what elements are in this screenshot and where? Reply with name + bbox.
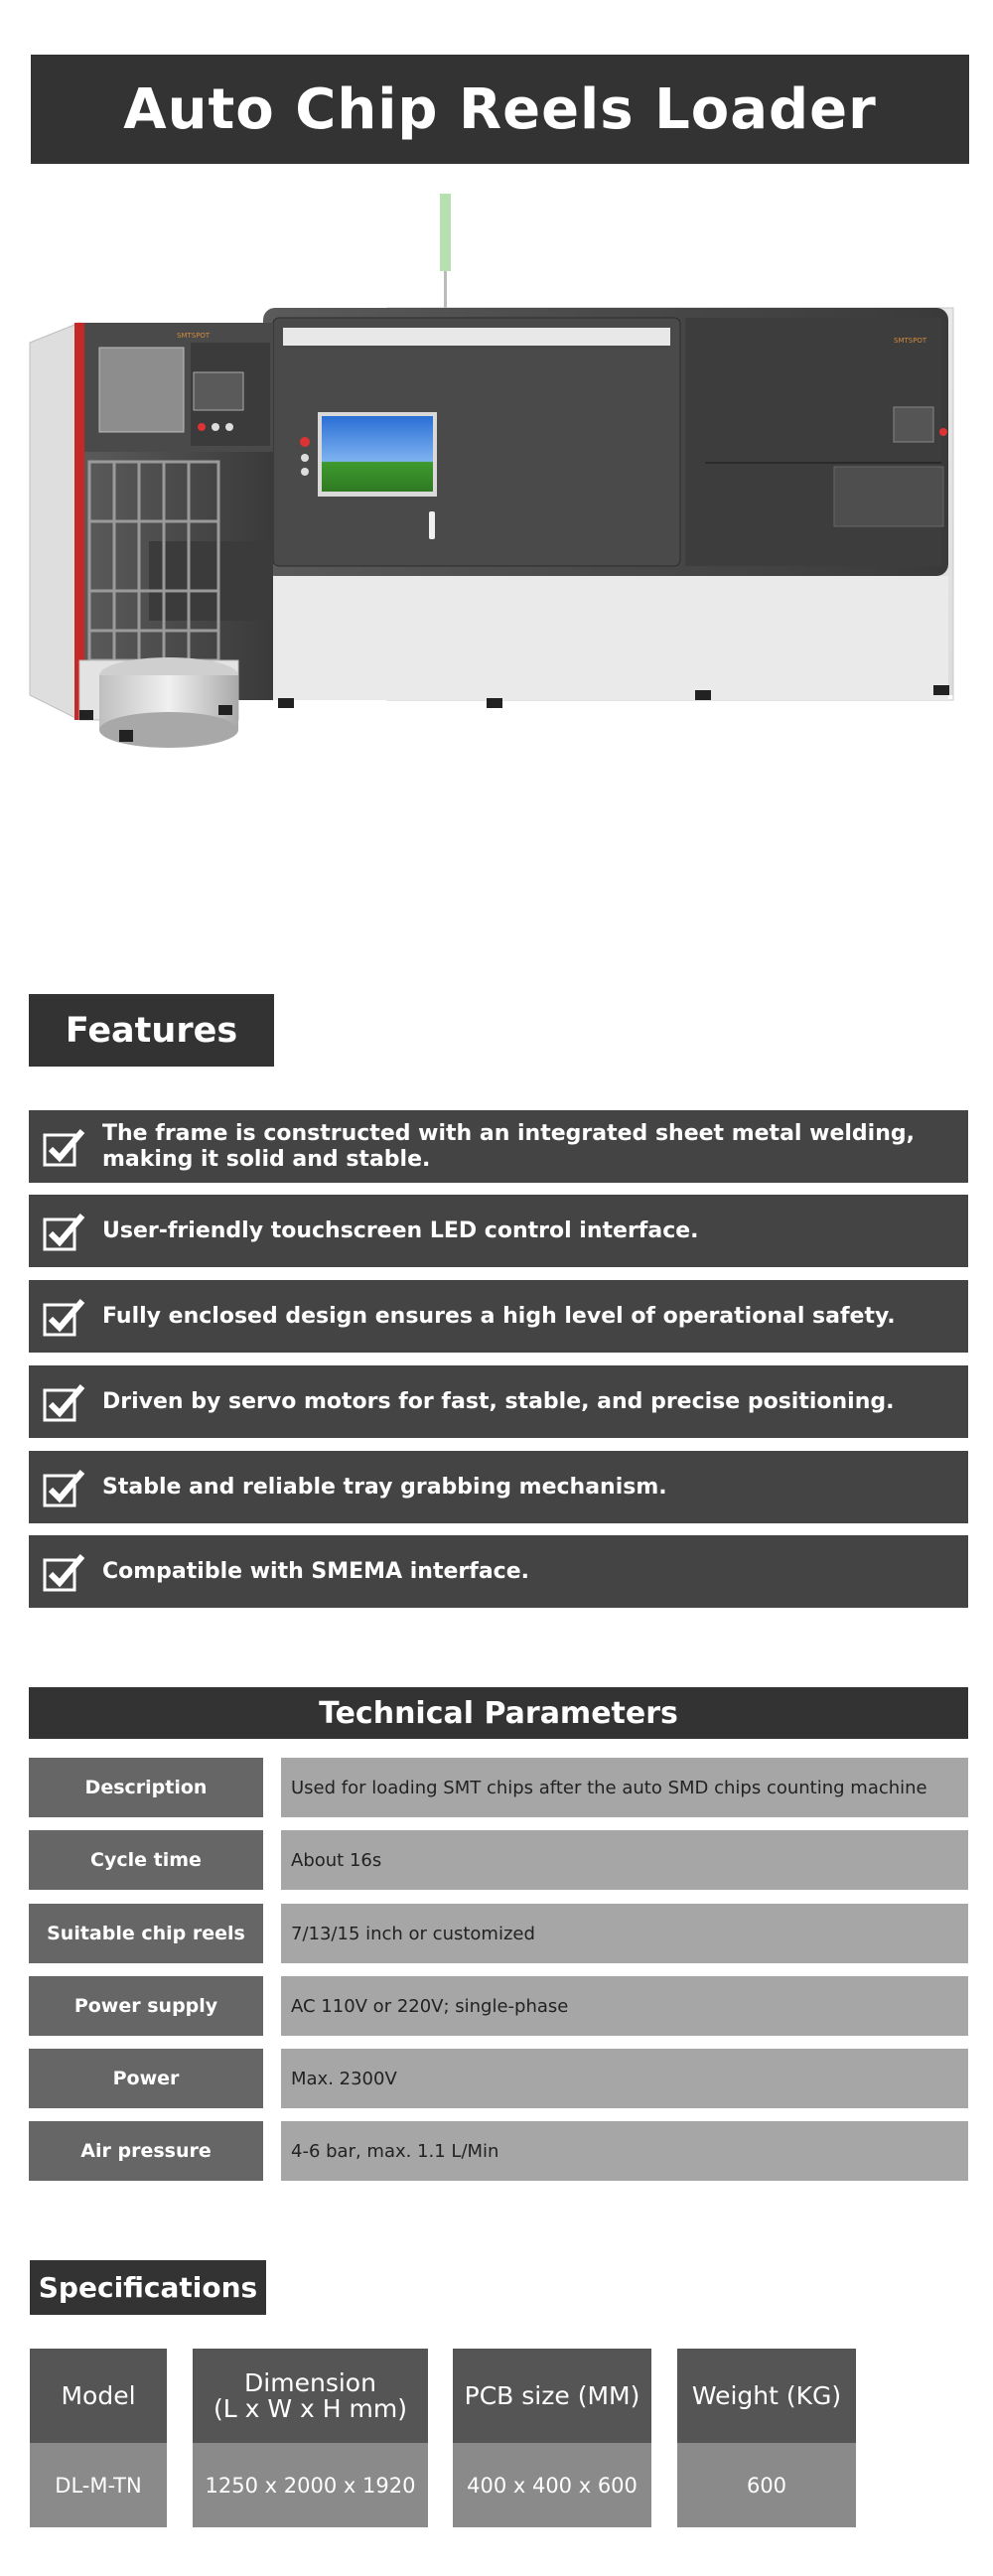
feature-item <box>29 1365 968 1438</box>
check-icon <box>43 1382 86 1422</box>
feature-text: Driven by servo motors for fast, stable, and precise positioning. <box>102 1388 895 1414</box>
check-icon <box>43 1297 86 1337</box>
param-label: Power supply <box>29 1976 263 2036</box>
feature-text: Stable and reliable tray grabbing mechanism. <box>102 1474 667 1500</box>
param-value: Used for loading SMT chips after the auto SMD chips counting machine <box>281 1758 968 1817</box>
machine-illustration <box>20 194 973 933</box>
feature-item <box>29 1280 968 1353</box>
technical-parameters-heading: Technical Parameters <box>29 1687 968 1739</box>
param-value: Max. 2300V <box>281 2049 968 2108</box>
spec-header <box>193 2349 428 2443</box>
feature-text: Compatible with SMEMA interface. <box>102 1558 529 1584</box>
feature-text-continued: making it solid and stable. <box>102 1146 431 1172</box>
feature-item <box>29 1195 968 1267</box>
feature-text: The frame is constructed with an integrated sheet metal welding, <box>102 1120 915 1146</box>
spec-header-subtext: (L x W x H mm) <box>213 2393 407 2423</box>
check-icon <box>43 1468 86 1507</box>
signal-tower <box>440 194 451 271</box>
spec-header <box>677 2349 856 2443</box>
feature-item <box>29 1110 968 1183</box>
param-value: 4-6 bar, max. 1.1 L/Min <box>281 2121 968 2181</box>
spec-column-model <box>30 2349 167 2527</box>
spec-value: DL-M-TN <box>30 2443 167 2527</box>
check-icon <box>43 1127 86 1167</box>
specifications-heading: Specifications <box>30 2260 266 2315</box>
spec-column-weight <box>677 2349 856 2527</box>
spec-value: 600 <box>677 2443 856 2527</box>
param-label: Power <box>29 2049 263 2108</box>
brand-label-left: SMTSPOT <box>177 332 211 340</box>
spec-value: 400 x 400 x 600 <box>453 2443 651 2527</box>
check-icon <box>43 1212 86 1251</box>
left-cabinet-side <box>30 323 79 720</box>
feature-text: User-friendly touchscreen LED control interface. <box>102 1217 699 1243</box>
spec-header <box>453 2349 651 2443</box>
feature-item <box>29 1535 968 1608</box>
spec-header-text: Model <box>61 2380 136 2410</box>
param-label: Description <box>29 1758 263 1817</box>
param-value: 7/13/15 inch or customized <box>281 1904 968 1963</box>
brand-label-right: SMTSPOT <box>894 337 927 345</box>
features-heading: Features <box>29 994 274 1067</box>
feature-item <box>29 1451 968 1523</box>
spec-column-pcb-size <box>453 2349 651 2527</box>
param-value: About 16s <box>281 1830 968 1890</box>
spec-header-text: PCB size (MM) <box>464 2380 640 2410</box>
param-label: Cycle time <box>29 1830 263 1890</box>
spec-header-text: Dimension <box>244 2367 376 2397</box>
param-value: AC 110V or 220V; single-phase <box>281 1976 968 2036</box>
page-title: Auto Chip Reels Loader <box>31 55 969 164</box>
param-label: Suitable chip reels <box>29 1904 263 1963</box>
spec-header <box>30 2349 167 2443</box>
check-icon <box>43 1552 86 1592</box>
spec-value: 1250 x 2000 x 1920 <box>193 2443 428 2527</box>
feature-text: Fully enclosed design ensures a high level of operational safety. <box>102 1303 896 1329</box>
spec-header-text: Weight (KG) <box>691 2380 842 2410</box>
spec-column-dimension <box>193 2349 428 2527</box>
param-label: Air pressure <box>29 2121 263 2181</box>
